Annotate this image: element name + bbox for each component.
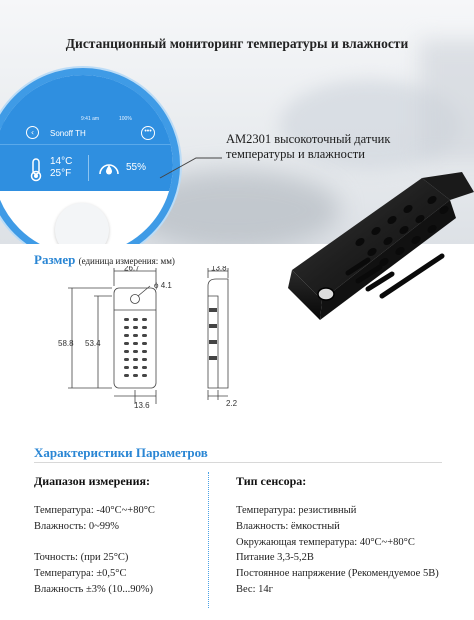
sensor-label bbox=[226, 132, 446, 162]
dim-width-front: 26.7 bbox=[124, 266, 140, 273]
side-ribs bbox=[209, 308, 217, 360]
dim-depth-top: 13.8 bbox=[211, 266, 227, 273]
vent-holes bbox=[124, 318, 147, 377]
dim-wall: 2.2 bbox=[226, 399, 238, 408]
range-heading: Диапазон измерения: bbox=[34, 474, 150, 488]
dim-width-bottom: 13.6 bbox=[134, 401, 150, 410]
temperature-fahrenheit: 25°F bbox=[50, 168, 72, 179]
spec-item: Постоянное напряжение (Рекомендуемое 5В) bbox=[236, 568, 439, 579]
spec-item: Температура: резистивный bbox=[236, 505, 357, 516]
dim-height-total: 58.8 bbox=[58, 339, 74, 348]
sensor-label-line: температуры и влажности bbox=[226, 147, 365, 161]
spec-item: Температура: ±0,5°C bbox=[34, 568, 127, 579]
spec-item: Точность: (при 25°C) bbox=[34, 552, 129, 563]
dimensions-unit-note: (единица измерения: мм) bbox=[78, 256, 175, 266]
specs-divider bbox=[34, 462, 442, 463]
column-divider bbox=[208, 472, 209, 608]
spec-item: Влажность ±3% (10...90%) bbox=[34, 584, 153, 595]
chevron-left-icon[interactable]: ‹ bbox=[26, 126, 39, 139]
spec-item: Питание 3,3-5,2В bbox=[236, 552, 314, 563]
dimension-drawing bbox=[58, 266, 258, 416]
phone-device-name: Sonoff TH bbox=[50, 129, 86, 138]
spec-item: Влажность: ёмкостный bbox=[236, 521, 340, 532]
phone-battery-status: 100% bbox=[119, 116, 132, 122]
humidity-value: 55% bbox=[126, 162, 147, 173]
sensor-photo bbox=[272, 170, 474, 350]
dim-hole: ϕ 4.1 bbox=[154, 281, 172, 290]
specs-title: Характеристики Параметров bbox=[34, 445, 208, 460]
spec-item: Влажность: 0~99% bbox=[34, 521, 120, 532]
spec-item: Вес: 14г bbox=[236, 584, 273, 595]
spec-item: Температура: -40°C~+80°C bbox=[34, 505, 155, 516]
temperature-celsius: 14°C bbox=[50, 156, 73, 167]
dim-height-body: 53.4 bbox=[85, 339, 101, 348]
spec-item: Окружающая температура: 40°C~+80°C bbox=[236, 537, 415, 548]
sensor-type-heading: Тип сенсора: bbox=[236, 474, 307, 488]
hero-title: Дистанционный мониторинг температуры и влажности bbox=[65, 36, 409, 51]
phone-status-time: 9:41 am bbox=[81, 116, 100, 122]
sensor-label-line: AM2301 высокоточный датчик bbox=[226, 132, 391, 146]
dimensions-heading: Размер bbox=[34, 252, 76, 267]
more-dots-icon[interactable]: ••• bbox=[141, 126, 155, 140]
